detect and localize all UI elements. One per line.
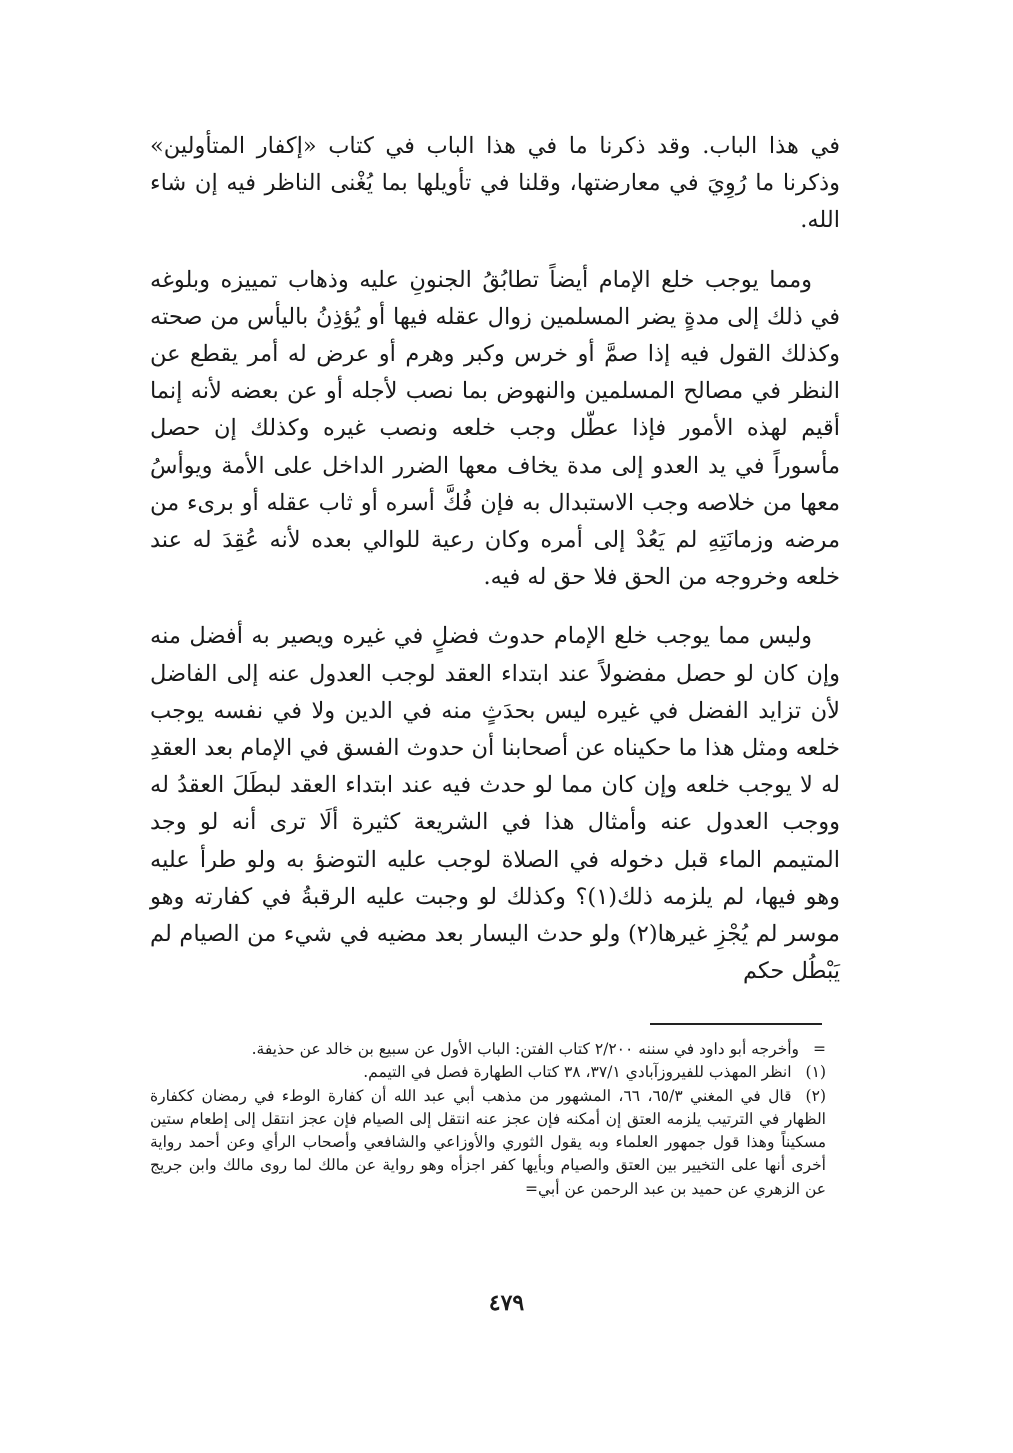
footnote — [150, 1085, 826, 1201]
footnote-text: وأخرجه أبو داود في سننه ٢/٢٠٠ كتاب الفتن: الباب الأول عن سبيع بن خالد عن حذيفة. — [251, 1040, 799, 1058]
footnote-text: انظر المهذب للفيروزآبادي ٣٧/١، ٣٨ كتاب الطهارة فصل في التيمم. — [363, 1063, 792, 1082]
page-number: ٤٧٩ — [488, 1290, 525, 1316]
footnote-mark: (٢) — [805, 1086, 826, 1105]
footnote-separator — [650, 1023, 822, 1025]
footnote-mark: (١) — [805, 1063, 826, 1082]
paragraph-continuation: في هذا الباب. وقد ذكرنا ما في هذا الباب في كتاب «إكفار المتأولين» وذكرنا ما رُوِيَ في معارضتها، وقلنا في تأويلها بما يُغْنى الناظر فيه إن شاء الله. — [150, 133, 840, 234]
footnote — [150, 1038, 826, 1061]
footnote-mark: = — [813, 1040, 826, 1058]
footnote — [150, 1061, 826, 1084]
paragraph-virtue: وليس مما يوجب خلع الإمام حدوث فضلٍ في غيره ويصير به أفضل منه وإن كان لو حصل مفضولاً عند ابتداء العقد لوجب العدول عنه إلى الفاضل لأن تزايد الفضل في غيره ليس بحدَثٍ منه في الدين ولا في نفسه يوجب خلعه ومثل هذا ما حكيناه عن أصحابنا أن حدوث الفسق في الإمام بعد العقدِ له لا يوجب خلعه وإن كان مما لو حدث فيه عند ابتداء العقد لبطَلَ العقدُ له ووجب العدول عنه وأمثال هذا في الشريعة كثيرة ألَا ترى أنه لو وجد المتيمم الماء قبل دخوله في الصلاة لوجب عليه التوضؤ به ولو طرأ عليه وهو فيها، لم يلزمه ذلك(١)؟ وكذلك لو وجبت عليه الرقبةُ في كفارته وهو موسر لم يُجْزِ غيرها(٢) ولو حدث اليسار بعد مضيه في شيء من الصيام لم يَبْطُل حكم — [150, 623, 841, 985]
footnote-text: قال في المغني ٦٥/٣، ٦٦، المشهور من مذهب أبي عبد الله أن كفارة الوطء في رمضان ككفارة الظهار في الترتيب يلزمه العتق إن أمكنه فإن عجز عنه انتقل إلى الصيام فإن عجز انتقل إلى إطعام ستين مسكيناً وهذا قول جمهور العلماء وبه يقول الثوري والأوزاعي والشافعي وأصحاب الرأي وعن أحمد رواية أخرى أنها على التخيير بين العتق والصيام وبأيها كفر اجزأه وهو رواية عن مالك لما روى مالك وابن جريج عن الزهري عن حميد بن عبد الرحمن عن أبي= — [150, 1086, 826, 1198]
paragraph-insanity: ومما يوجب خلع الإمام أيضاً تطابُقُ الجنونِ عليه وذهاب تمييزه وبلوغه في ذلك إلى مدةٍ يضر المسلمين زوال عقله فيها أو يُؤذِنُ باليأس من صحته وكذلك القول فيه إذا صمَّ أو خرس وكبر وهرم أو عرض له أمر يقطع عن النظر في مصالح المسلمين والنهوض بما نصب لأجله أو عن بعضه لأنه إنما أقيم لهذه الأمور فإذا عطّل وجب خلعه ونصب غيره وكذلك إن حصل مأسوراً في يد العدو إلى مدة يخاف معها الضرر الداخل على الأمة ويوأسُ معها من خلاصه وجب الاستبدال به فإن فُكَّ أسره أو ثاب عقله أو برىء من مرضه وزمانَتِهِ لم يَعُدْ إلى أمره وكان رعية للوالي بعده لأنه عُقِدَ له عند خلعه وخروجه من الحق فلا حق له فيه. — [150, 266, 840, 591]
main-text — [150, 128, 840, 990]
footnotes — [150, 1038, 826, 1201]
